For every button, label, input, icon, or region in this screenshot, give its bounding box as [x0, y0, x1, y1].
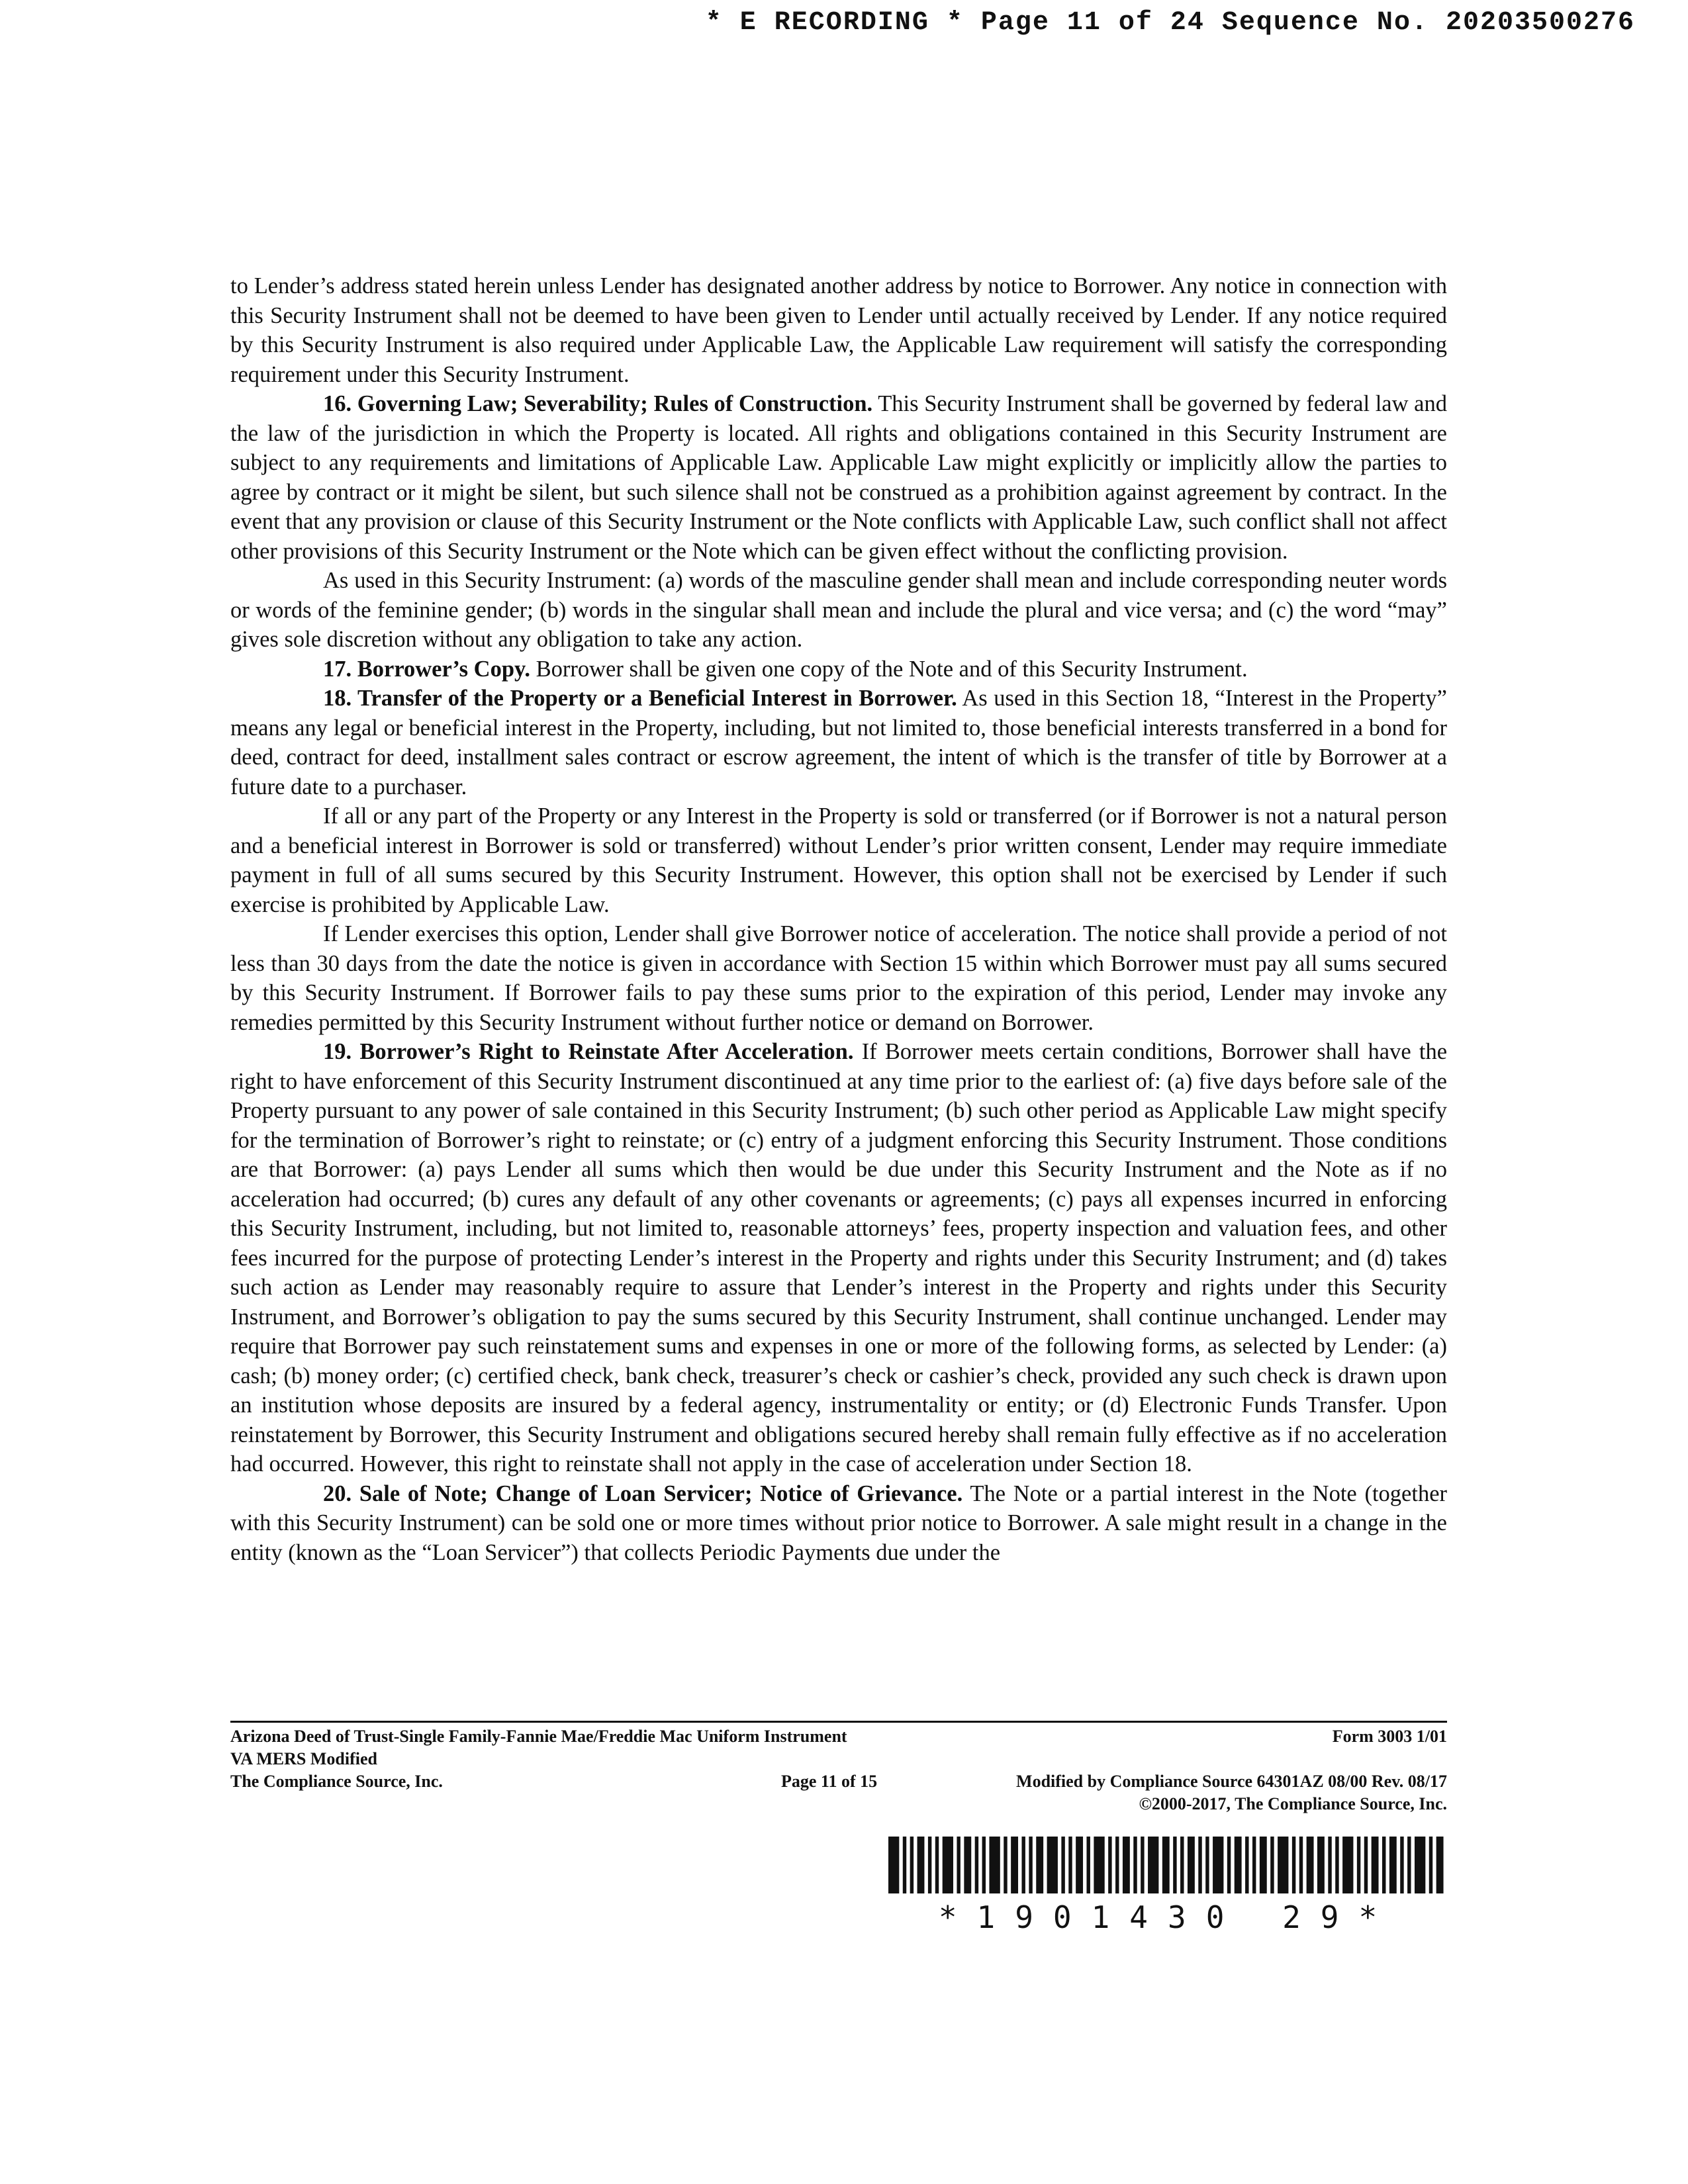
barcode-bar — [964, 1837, 971, 1893]
barcode-bar — [1011, 1837, 1018, 1893]
barcode-bar — [1205, 1837, 1209, 1893]
barcode-bar — [1086, 1837, 1090, 1893]
barcode-bar — [1123, 1837, 1130, 1893]
section-heading: 20. Sale of Note; Change of Loan Servicer; Notice of Grievance. — [323, 1480, 963, 1506]
barcode-bar — [1436, 1837, 1444, 1893]
section-heading: 19. Borrower’s Right to Reinstate After Acceleration. — [323, 1039, 854, 1064]
barcode-bar — [1047, 1837, 1058, 1893]
paragraph-rules-of-construction — [230, 566, 1447, 655]
barcode-bar — [1400, 1837, 1403, 1893]
barcode-bar — [1162, 1837, 1170, 1893]
barcode-bar — [1115, 1837, 1119, 1893]
barcode-bar — [1364, 1837, 1368, 1893]
section-heading: 18. Transfer of the Property or a Beneficial Interest in Borrower. — [323, 686, 957, 711]
footer-divider — [230, 1721, 1447, 1723]
barcode-bar — [888, 1837, 899, 1893]
barcode-bar — [982, 1837, 986, 1893]
section-19-right-to-reinstate — [230, 1037, 1447, 1479]
barcode — [888, 1837, 1447, 1936]
barcode-bar — [1198, 1837, 1201, 1893]
barcode-bar — [1245, 1837, 1248, 1893]
footer-page-number: Page 11 of 15 — [781, 1772, 878, 1791]
paragraph-notice-continuation — [230, 271, 1447, 389]
barcode-bar — [1108, 1837, 1111, 1893]
footer-form-number: Form 3003 1/01 — [1332, 1727, 1447, 1746]
barcode-bar — [1335, 1837, 1338, 1893]
paragraph-text: The Note or a partial interest in the Note (together with this Security Instrument) can be sold one or more times without prior notice to Borrower. A sale might result in a change in the entity (known as the “Loan Servicer”) that collects Periodic Payments due under the — [230, 1480, 1447, 1565]
barcode-bar — [1260, 1837, 1267, 1893]
barcode-bar — [1036, 1837, 1043, 1893]
barcode-bar — [989, 1837, 1000, 1893]
barcode-bar — [943, 1837, 953, 1893]
barcode-bar — [1307, 1837, 1314, 1893]
barcode-bar — [1252, 1837, 1256, 1893]
barcode-bar — [1292, 1837, 1295, 1893]
paragraph-text: As used in this Security Instrument: (a) words of the masculine gender shall mean and include corresponding neuter words or words of the feminine gender; (b) words in the singular shall mean and include the plural and vice versa; and (c) the word “may” gives sole discretion without any obligation to take any action. — [230, 568, 1447, 652]
barcode-bar — [1213, 1837, 1223, 1893]
barcode-bar — [1133, 1837, 1137, 1893]
barcode-bar — [910, 1837, 914, 1893]
paragraph-text: As used in this Section 18, “Interest in the Property” means any legal or beneficial interest in the Property, including, but not limited to, those beneficial interests transferred in a bond for deed, contract for deed, installment sales contract or escrow agreement, the intent of which is the transfer of title by Borrower at a future date to a purchaser. — [230, 686, 1447, 799]
barcode-bar — [1094, 1837, 1104, 1893]
barcode-bar — [1357, 1837, 1360, 1893]
barcode-bar — [917, 1837, 925, 1893]
barcode-bar — [1429, 1837, 1432, 1893]
barcode-bar — [1389, 1837, 1397, 1893]
footer-copyright: ©2000-2017, The Compliance Source, Inc. — [1139, 1794, 1447, 1813]
barcode-bars — [888, 1837, 1447, 1893]
barcode-bar — [1180, 1837, 1184, 1893]
barcode-bar — [1148, 1837, 1158, 1893]
footer-form-title: Arizona Deed of Trust-Single Family-Fannie Mae/Freddie Mac Uniform Instrument — [230, 1727, 847, 1746]
barcode-bar — [1270, 1837, 1274, 1893]
paragraph-text: to Lender’s address stated herein unless Lender has designated another address by notice to Borrower. Any notice in connection with this Security Instrument shall not be deemed to have been given to Lender until actually received by Lender. If any notice required by this Security Instrument is also required under Applicable Law, the Applicable Law requirement will satisfy the corresponding requirement under this Security Instrument. — [230, 273, 1447, 387]
barcode-bar — [1076, 1837, 1083, 1893]
barcode-bar — [1328, 1837, 1331, 1893]
paragraph-notice-of-acceleration — [230, 919, 1447, 1037]
barcode-bar — [1173, 1837, 1176, 1893]
section-17-borrowers-copy — [230, 655, 1447, 684]
barcode-bar — [1342, 1837, 1353, 1893]
section-heading: 16. Governing Law; Severability; Rules of Construction. — [323, 391, 873, 416]
recording-header: * E RECORDING * Page 11 of 24 Sequence No. 20203500276 — [705, 8, 1635, 38]
paragraph-text: If Lender exercises this option, Lender shall give Borrower notice of acceleration. The notice shall provide a period of not less than 30 days from the date the notice is given in accordance with Section 15 within which Borrower must pay all sums secured by this Security Instrument. If Borrower fails to pay these sums prior to the expiration of this period, Lender may invoke any remedies permitted by this Security Instrument without further notice or demand on Borrower. — [230, 921, 1447, 1035]
section-heading: 17. Borrower’s Copy. — [323, 656, 531, 682]
footer-variant: VA MERS Modified — [230, 1749, 377, 1768]
barcode-bar — [1029, 1837, 1032, 1893]
barcode-bar — [1317, 1837, 1325, 1893]
footer-modified-note: Modified by Compliance Source 64301AZ 08/00 Rev. 08/17 — [1016, 1772, 1447, 1791]
barcode-bar — [1299, 1837, 1303, 1893]
barcode-bar — [1141, 1837, 1144, 1893]
document-body — [230, 271, 1447, 1567]
section-20-sale-of-note — [230, 1479, 1447, 1568]
paragraph-text: If Borrower meets certain conditions, Borrower shall have the right to have enforcement of this Security Instrument discontinued at any time prior to the earliest of: (a) five days before sale of the Property pursuant to any power of sale contained in this Security Instrument; (b) such other period as Applicable Law might specify for the termination of Borrower’s right to reinstate; or (c) entry of a judgment enforcing this Security Instrument. Those conditions are that Borrower: (a) pays Lender all sums which then would be due under this Security Instrument and the Note as if no acceleration had occurred; (b) cures any default of any other covenants or agreements; (c) pays all expenses incurred in enforcing this Security Instrument, including, but not limited to, reasonable attorneys’ fees, property inspection and valuation fees, and other fees incurred for the purpose of protecting Lender’s interest in the Property and rights under this Security Instrument; and (d) takes such action as Lender may reasonably require to assure that Lender’s interest in the Property and rights under this Security Instrument, and Borrower’s obligation to pay the sums secured by this Security Instrument, shall continue unchanged. Lender may require that Borrower pay such reinstatement sums and expenses in one or more of the following forms, as selected by Lender: (a) cash; (b) money order; (c) certified check, bank check, treasurer’s check or cashier’s check, provided any such check is drawn upon an institution whose deposits are insured by a federal agency, instrumentality or entity; or (d) Electronic Funds Transfer. Upon reinstatement by Borrower, this Security Instrument and obligations secured hereby shall remain fully effective as if no acceleration had occurred. However, this right to reinstate shall not apply in the case of acceleration under Section 18. — [230, 1039, 1448, 1477]
barcode-bar — [957, 1837, 960, 1893]
paragraph-text: Borrower shall be given one copy of the Note and of this Security Instrument. — [530, 656, 1248, 682]
barcode-bar — [1415, 1837, 1425, 1893]
paragraph-text: If all or any part of the Property or any Interest in the Property is sold or transferred (or if Borrower is not a natural person and a beneficial interest in Borrower is sold or transferred) without Lender’s prior written consent, Lender may require immediate payment in full of all sums secured by this Security Instrument. However, this option shall not be exercised by Lender if such exercise is prohibited by Applicable Law. — [230, 803, 1447, 917]
barcode-bar — [1021, 1837, 1025, 1893]
barcode-bar — [903, 1837, 906, 1893]
paragraph-text: This Security Instrument shall be governed by federal law and the law of the jurisdiction in which the Property is located. All rights and obligations contained in this Security Instrument are subject to any requirements and limitations of Applicable Law. Applicable Law might explicitly or implicitly allow the parties to agree by contract or it might be silent, but such silence shall not be construed as a prohibition against agreement by contract. In the event that any provision or clause of this Security Instrument or the Note conflicts with Applicable Law, such conflict shall not affect other provisions of this Security Instrument or the Note which can be given effect without the conflicting provision. — [230, 391, 1447, 564]
page-footer — [230, 1725, 1447, 1815]
barcode-bar — [1382, 1837, 1385, 1893]
barcode-bar — [1188, 1837, 1195, 1893]
barcode-bar — [1372, 1837, 1379, 1893]
footer-company: The Compliance Source, Inc. — [230, 1772, 443, 1791]
paragraph-transfer-consent — [230, 801, 1447, 919]
barcode-bar — [935, 1837, 939, 1893]
section-18-transfer-of-property — [230, 684, 1447, 801]
barcode-bar — [975, 1837, 978, 1893]
barcode-bar — [1068, 1837, 1072, 1893]
barcode-text: *1901430 29* — [938, 1899, 1397, 1935]
barcode-bar — [1061, 1837, 1064, 1893]
barcode-bar — [1278, 1837, 1288, 1893]
barcode-bar — [1004, 1837, 1007, 1893]
barcode-bar — [1235, 1837, 1242, 1893]
barcode-bar — [1407, 1837, 1411, 1893]
barcode-bar — [1227, 1837, 1231, 1893]
section-16-governing-law — [230, 389, 1447, 566]
barcode-bar — [928, 1837, 931, 1893]
